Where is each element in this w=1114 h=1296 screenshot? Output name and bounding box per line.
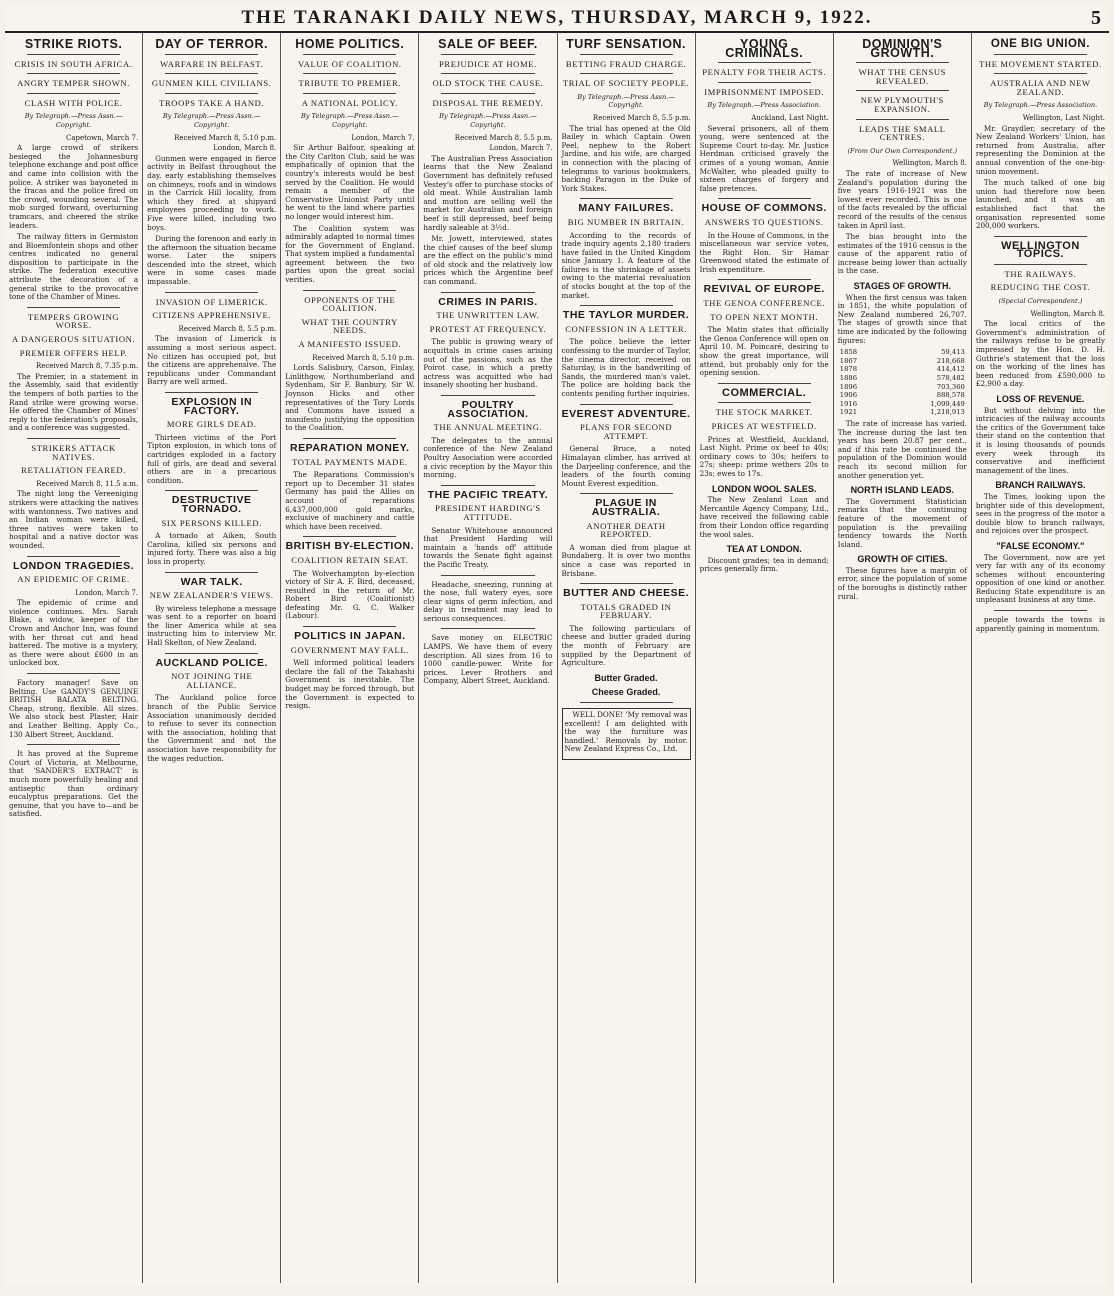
census-population: 1,218,913: [930, 408, 965, 417]
census-population: 414,412: [936, 365, 965, 374]
column-4: [419, 33, 557, 1283]
article-body: The Coalition system was admirably adapted to normal times for the Government of England. That system implied a fundamental agreement between the two parties upon the great social verities.: [285, 223, 415, 285]
article-body: When the first census was taken in 1851, the white population of New Zealand numbered 26,707. The stages of growth since that time are indicated by the following figures:: [837, 292, 967, 345]
subhead: PENALTY FOR THEIR ACTS.: [702, 67, 827, 78]
census-year: 1886: [839, 374, 858, 382]
subhead: DISPOSAL THE REMEDY.: [432, 97, 544, 108]
article-body: The rate of increase of New Zealand's population during the five years 1916-1921 was the lowest ever recorded. This is one of the facts revealed by the official record of the results of the census taken in April last.: [837, 168, 967, 230]
article-body: Several prisoners, all of them young, were sentenced at the Supreme Court to-day. Mr. Justice Herdman criticised gravely the crimes of a young woman, Annie McWalter, who pleaded guilty to sixteen charges of forgery and false pretences.: [699, 123, 829, 193]
article-body: These figures have a margin of error, since the population of some of the boroughs is distinctly rather rural.: [837, 565, 967, 601]
table-row: [838, 400, 967, 409]
census-population: 888,578: [936, 391, 965, 400]
subhead: ANOTHER DEATH REPORTED.: [586, 520, 666, 540]
article-body: The night long the Vereeniging strikers were attacking the natives with wantonness. Two natives and an Indian woman were killed, three natives were taken to hospital and a native doctor was wounded.: [9, 489, 139, 550]
census-year: 1921: [839, 408, 858, 417]
headline-butter-cheese: BUTTER AND CHEESE.: [563, 587, 689, 600]
subhead: TEMPERS GROWING WORSE.: [27, 311, 120, 331]
byline: By Telegraph.—Press Assn.—Copyright.: [439, 112, 537, 129]
byline: (Special Correspondent.): [998, 297, 1083, 306]
article-body: A woman died from plague at Bundaberg. It is over two months since a case was reported in Brisbane.: [561, 542, 691, 578]
subhead: CRISIS IN SOUTH AFRICA.: [14, 58, 133, 69]
column-6: [696, 33, 834, 1283]
article-body: The bias brought into the estimates of the 1916 census is the cause of the apparent ratio of increase being lower than actually is the case.: [837, 232, 967, 276]
subhead: BIG NUMBER IN BRITAIN.: [567, 216, 685, 227]
dateline: Received March 8, 7.35 p.m.: [35, 362, 139, 371]
dateline: Wellington, Last Night.: [1022, 113, 1105, 122]
column-2: [143, 33, 281, 1283]
article-body: A tornado at Aiken, South Carolina, killed six persons and injured forty. There was also a big loss in property.: [147, 531, 277, 566]
subhead: CONFESSION IN A LETTER.: [565, 323, 687, 334]
subhead: GOVERNMENT MAY FALL.: [290, 644, 409, 655]
subhead: THE RAILWAYS.: [1004, 268, 1077, 279]
census-year: 1878: [839, 365, 858, 374]
headline-politics-japan: POLITICS IN JAPAN.: [294, 630, 406, 643]
dateline: Wellington, March 8.: [1030, 309, 1105, 318]
dateline: London, March 7.: [489, 144, 553, 153]
subhead: CLASH WITH POLICE.: [24, 97, 123, 108]
article-body: The Government, now are yet very far with any of its economy schemes without encountering opposition of one kind or another. Reducing State expenditure is an unpleasant business at any time.: [975, 552, 1105, 605]
headline-turf-sensation: TURF SENSATION.: [566, 37, 686, 51]
subhead: STAGES OF GROWTH.: [853, 281, 951, 292]
subhead: REDUCING THE COST.: [990, 282, 1091, 293]
article-body: During the forenoon and early in the afternoon the situation became worse. Later the snipers descended into the street, which were in some cases made impassable.: [147, 234, 277, 287]
dateline: Received March 8, 5.5 p.m.: [178, 324, 277, 333]
byline: By Telegraph.—Press Assn.—Copyright.: [162, 112, 261, 129]
subhead: A NATIONAL POLICY.: [301, 97, 398, 108]
article-body: Mr. Jowett, interviewed, states the chief causes of the beef slump are the effect on the public's mind of old stock and the relatively low prices which the Argentine beef can command.: [423, 234, 553, 287]
article-body: The Times, looking upon the brighter side of this development, sees in the progress of the motor a double blow to branch railways, and rejoices over the prospect.: [975, 491, 1105, 536]
headline-reparation: REPARATION MONEY.: [290, 441, 410, 454]
headline-taylor-murder: THE TAYLOR MURDER.: [562, 309, 690, 322]
subhead: THE UNWRITTEN LAW.: [436, 310, 540, 321]
subhead: PREMIER OFFERS HELP.: [19, 347, 128, 358]
subhead: WHAT THE CENSUS REVEALED.: [858, 67, 947, 86]
subhead: BETTING FRAUD CHARGE.: [565, 58, 687, 69]
subhead: A MANIFESTO ISSUED.: [298, 339, 402, 350]
dateline: Received March 8, 5.10 p.m.: [174, 133, 277, 142]
article-body: The epidemic of crime and violence continues. Mrs. Sarah Blake, a widow, keeper of the Crown and Anchor Inn, was found with her throat cut and head battered. The motive is a mystery, as there were about £600 in an unlocked box.: [9, 598, 139, 668]
subhead: AN EPIDEMIC OF CRIME.: [17, 574, 130, 585]
headline-crimes-paris: CRIMES IN PARIS.: [438, 295, 538, 308]
dateline: Wellington, March 8.: [892, 159, 967, 168]
subhead: AUSTRALIA AND NEW ZEALAND.: [990, 78, 1091, 97]
census-population: 218,668: [936, 356, 965, 365]
article-body: A large crowd of strikers besieged the Johannesburg telephone exchange and post office and came into collision with the police. A striker was bayoneted in the fracas and the police fired on the crowd, wounding several. The mob surged forward, overturning tramcars, and cheered the strike leaders.: [9, 143, 139, 230]
article-body: Mr. Graydler, secretary of the New Zealand Workers' Union, has returned from Australia, after representing the Dominion at the annual convention of the one-big-union movement.: [975, 123, 1105, 176]
subhead: STRIKERS ATTACK NATIVES.: [31, 442, 116, 462]
subhead: THE ANNUAL MEETING.: [433, 422, 543, 433]
byline: By Telegraph.—Press Assn.—Copyright.: [577, 92, 675, 110]
subhead: MORE GIRLS DEAD.: [166, 419, 257, 430]
article-body: The invasion of Limerick is assuming a most serious aspect. No citizen has occupied pot, but the citizens are apprehensive. The republicans under Commandant Barry are well armed.: [147, 334, 277, 387]
headline-war-talk: WAR TALK.: [180, 575, 243, 588]
subhead: CITIZENS APPREHENSIVE.: [152, 310, 272, 321]
headline-many-failures: MANY FAILURES.: [578, 202, 674, 215]
census-population: 1,099,449: [930, 399, 965, 408]
article-body: The following particulars of cheese and butter graded during the month of February are supplied by the Department of Agriculture.: [561, 623, 691, 668]
subhead: PROTEST AT FREQUENCY.: [429, 323, 547, 334]
headline-tornado: DESTRUCTIVE TORNADO.: [171, 494, 252, 515]
advertisement: Save money on ELECTRIC LAMPS. We have them of every description. All sizes from 16 to 1000 candle-power. Write for prices. Lever Brothers and Company, Albert Street, Auckland.: [423, 633, 553, 686]
headline-revival-europe: REVIVAL OF EUROPE.: [703, 283, 825, 296]
column-7: [834, 33, 972, 1283]
subhead: PLANS FOR SECOND ATTEMPT.: [579, 422, 673, 441]
article-body: General Bruce, a noted Himalayan climber, has arrived at the Darjeeling conference, and the leaders of the fourth coming Mount Everest expedition.: [561, 444, 691, 488]
advertisement: Headache, sneezing, running at the nose, full watery eyes, sore clear signs of germ infection, and delay in treatment may lead to serious consequences.: [423, 579, 553, 623]
table-label: Butter Graded.: [594, 672, 658, 683]
masthead: [5, 5, 1109, 33]
census-year: 1916: [839, 399, 858, 408]
article-body: Discount grades; tea in demand; prices generally firm.: [699, 555, 829, 574]
article-body: The much talked of one big union had therefore now been launched, and it was an established fact that the organisation represented some 200,000 workers.: [975, 178, 1105, 231]
subhead: TO OPEN NEXT MONTH.: [710, 311, 819, 322]
subhead: GROWTH OF CITIES.: [857, 554, 948, 565]
subhead: RETALIATION FEARED.: [21, 465, 126, 476]
census-population: 59,413: [941, 348, 965, 357]
subhead: SIX PERSONS KILLED.: [161, 517, 262, 528]
census-population: 578,482: [936, 374, 965, 382]
census-year: 1896: [839, 382, 858, 391]
dateline: London, March 7.: [351, 133, 415, 142]
dateline: Received March 8, 11.5 a.m.: [36, 479, 139, 488]
headline-wellington-topics: WELLINGTON TOPICS.: [1001, 239, 1080, 261]
subhead: NEW PLYMOUTH'S EXPANSION.: [860, 95, 944, 114]
headline-pacific-treaty: THE PACIFIC TREATY.: [427, 488, 549, 501]
subhead: A DANGEROUS SITUATION.: [11, 334, 136, 345]
dateline: Received March 8, 5.10 p.m.: [312, 353, 415, 362]
byline: By Telegraph.—Press Association.: [983, 101, 1098, 110]
table-row: [838, 365, 967, 374]
article-body: But without delving into the intricacies of the railway accounts the critics of the Government take their stand on the contention that it is losing thousands of pounds every week through its conservative and inefficient management of the lines.: [975, 405, 1105, 475]
article-body: The Australian Press Association learns that the New Zealand Government has definitely refused Vestey's offer to purchase stocks of old meat. While Australian lamb and mutton are selling well the market for Australian and foreign beef is still depressed, beef being hardly saleable at 3½d.: [423, 153, 553, 232]
article-body: The railway fitters in Germiston and Bloemfontein shops and other centres indicated no general disposition to participate in the strike. The federation executive attribute the decoration of a general strike to the provocative tone of the Chamber of Mines.: [9, 232, 139, 302]
subhead: NEW ZEALANDER'S VIEWS.: [149, 590, 274, 601]
headline-one-big-union: ONE BIG UNION.: [990, 38, 1090, 50]
dateline: London, March 7.: [75, 588, 139, 597]
columns: [5, 33, 1109, 1283]
table-row: [838, 348, 967, 357]
article-body: The Matin states that officially the Genoa Conference will open on April 10. M. Poincaré, desiring to show the great importance, will attend, but probably only for the opening session.: [699, 325, 829, 378]
subhead: PRESIDENT HARDING'S ATTITUDE.: [435, 503, 541, 522]
subhead: LEADS THE SMALL CENTRES.: [858, 123, 946, 143]
article-body: The trial has opened at the Old Bailey in which Captain Owen Peel, nephew to the Robert Jardine, and his wife, are charged in connection with the placing of telegrams to various bookmakers, backing Paragon in the Duke of York Stakes.: [561, 123, 691, 193]
dateline: Received March 8, 5.5 p.m.: [454, 133, 553, 142]
subhead: PRICES AT WESTFIELD.: [711, 421, 817, 431]
article-body: The police believe the letter confessing to the murder of Taylor, the cinema director, received on Saturday, is in the handwriting of Sands, the murdered man's valet. The police are holding back the contents pending further inquiries.: [561, 337, 691, 398]
dateline: Capetown, March 7.: [65, 133, 139, 142]
headline-commercial: COMMERCIAL.: [722, 386, 807, 399]
subhead: WHAT THE COUNTRY NEEDS.: [301, 316, 398, 336]
subhead: THE STOCK MARKET.: [715, 407, 813, 418]
article-body: Thirteen victims of the Port Tipton explosion, in which tons of cartridges exploded in a factory full of girls, are dead and several others are in a precarious condition.: [147, 432, 277, 485]
article-body: The public is growing weary of acquittals in crime cases arising out of the passions, such as the Poirot case, in which a pretty actress was acquitted who had insanely shooting her husband.: [423, 337, 553, 390]
article-body: The Reparations Commission's report up to December 31 states Germany has paid the Allies on account of reparations 6,437,000,000 gold marks, exclusive of machinery and cattle which have been received.: [285, 470, 415, 531]
article-body: The local critics of the Government's administration of the railways refuse to be greatly impressed by the Hon. D. H. Guthrie's statement that the loss on the working of the lines has been reduced from £590,000 to £2,900 a day.: [975, 319, 1105, 389]
advertisement: Factory manager! Save on Belting. Use GANDY'S GENUINE BRITISH BALATA BELTING. Cheap, strong, flexible. All sizes. We also stock best Plaster, Hair and Leather Belting. Apply Co., 130 Albert Street, Auckland.: [9, 678, 139, 739]
article-body: In the House of Commons, in the miscellaneous war service votes, the Right Hon. Sir Hamar Greenwood stated the estimate of Irish expenditure.: [699, 230, 829, 274]
byline: By Telegraph.—Press Association.: [707, 101, 821, 110]
byline: (From Our Own Correspondent.): [847, 146, 958, 155]
headline-plague: PLAGUE IN AUSTRALIA.: [591, 497, 661, 518]
headline-day-of-terror: DAY OF TERROR.: [155, 37, 268, 51]
byline: By Telegraph.—Press Assn.—Copyright.: [300, 112, 399, 129]
census-table: [838, 348, 967, 417]
headline-dominions-growth: DOMINION'S GROWTH.: [862, 37, 943, 60]
subhead: THE GENOA CONFERENCE.: [703, 298, 826, 309]
byline: By Telegraph.—Press Assn.—Copyright.: [24, 112, 123, 129]
subhead: OPPONENTS OF THE COALITION.: [304, 294, 396, 314]
subhead: "FALSE ECONOMY.": [996, 540, 1085, 551]
masthead-title: THE TARANAKI DAILY NEWS, THURSDAY, MARCH 9, 1922.: [241, 7, 873, 28]
article-body: The Premier, in a statement in the Assembly, said that evidently the tempers of both parties to the Rand strike were growing worse. He offered the Chamber of Mines' reply to the federation's proposals, and a conference was suggested.: [9, 371, 139, 433]
subhead: INVASION OF LIMERICK.: [155, 296, 268, 307]
headline-auckland-police: AUCKLAND POLICE.: [155, 656, 268, 669]
headline-sale-of-beef: SALE OF BEEF.: [438, 37, 538, 51]
census-year: 1858: [839, 348, 858, 357]
census-population: 703,360: [936, 382, 965, 391]
subhead: TEA AT LONDON.: [726, 544, 802, 555]
advertisement-box: [562, 708, 691, 760]
headline-everest: EVEREST ADVENTURE.: [561, 407, 691, 420]
table-row: [838, 374, 967, 383]
subhead: COALITION RETAIN SEAT.: [291, 554, 409, 565]
subhead: THE MOVEMENT STARTED.: [979, 58, 1102, 69]
subhead: NOT JOINING THE ALLIANCE.: [171, 671, 253, 690]
subhead: LONDON WOOL SALES.: [712, 483, 817, 494]
census-year: 1867: [839, 356, 858, 365]
article-body: Prices at Westfield, Auckland, Last Night. Prime ox beef to 40s; ordinary cows to 30s; heifers to 27s; sheep: prime wethers 20s to 23s; ewes to 17s.: [699, 434, 829, 478]
article-body: Well informed political leaders declare the fall of the Takahashi Government is inevitable. The budget may be forced through, but the Government is expected to resign.: [285, 658, 415, 711]
advertisement: It has proved at the Supreme Court of Victoria, at Melbourne, that 'SANDER'S EXTRACT' is much more powerfully healing and antiseptic than ordinary eucalyptus preparations. Get the genuine, that you have to—and be satisfied.: [9, 749, 139, 819]
article-body: By wireless telephone a message was sent to a reporter on board the liner America while at sea instructing him to interview Mr. Hall Skelton, of New Zealand.: [147, 603, 277, 648]
dateline: Auckland, Last Night.: [751, 113, 829, 122]
subhead: TROOPS TAKE A HAND.: [159, 97, 265, 108]
dateline: Received March 8, 5.5 p.m.: [592, 113, 691, 122]
headline-house-of-commons: HOUSE OF COMMONS.: [701, 202, 827, 215]
subhead: IMPRISONMENT IMPOSED.: [704, 86, 825, 97]
article-body: The Government Statistician remarks that the continuing feature of the movement of population is the prevailing tendency towards the North Island.: [837, 496, 967, 549]
column-3: [281, 33, 419, 1283]
column-8: [972, 33, 1109, 1283]
newspaper-page: [5, 5, 1109, 1286]
headline-home-politics: HOME POLITICS.: [295, 37, 405, 51]
census-year: 1906: [839, 391, 858, 400]
article-body: The Auckland police force branch of the Public Service Association unanimously decided to refuse to sever its connection with the association, holding that the Government and not the association have responsibility for the wages reduction.: [147, 693, 277, 763]
advertisement: WELL DONE! 'My removal was excellent! I am delighted with the way the furniture was handled.' Removals by motor. New Zealand Express Co., Ltd.: [564, 710, 688, 754]
headline-london-tragedies: LONDON TRAGEDIES.: [13, 559, 135, 572]
subhead: TOTAL PAYMENTS MADE.: [292, 456, 408, 467]
article-body: The delegates to the annual conference of the New Zealand Poultry Association were accorded a civic reception by the Mayor this morning.: [423, 435, 553, 480]
subhead: OLD STOCK THE CAUSE.: [432, 78, 544, 89]
table-row: [838, 357, 967, 366]
subhead: GUNMEN KILL CIVILIANS.: [151, 78, 272, 89]
table-label: Cheese Graded.: [591, 687, 661, 698]
headline-explosion: EXPLOSION IN FACTORY.: [171, 396, 253, 417]
column-5: [558, 33, 696, 1283]
article-body: Sir Arthur Balfour, speaking at the City Carlton Club, said he was emphatically of opinion that the country's interests would be best served by the Coalition. He would remain a member of the Conservative Unionist Party until he went to the land where parties no longer would interest him.: [285, 143, 415, 221]
subhead: ANSWERS TO QUESTIONS.: [704, 216, 824, 227]
article-body: The Wolverhampton by-election victory of Sir A. F. Bird, deceased, resulted in the return of Mr. Robert Bird (Coalitionist) defeating Mr. G. C. Walker (Labour).: [285, 568, 415, 621]
column-1: [5, 33, 143, 1283]
article-body: Senator Whitehouse announced that President Harding will maintain a 'hands off' attitude towards the Senate fight against the Pacific Treaty.: [423, 525, 553, 569]
headline-strike-riots: STRIKE RIOTS.: [24, 37, 123, 51]
table-row: [838, 408, 967, 417]
headline-by-election: BRITISH BY-ELECTION.: [285, 540, 415, 553]
subhead: ANGRY TEMPER SHOWN.: [17, 78, 130, 89]
subhead: TRIBUTE TO PREMIER.: [298, 78, 402, 89]
dateline: London, March 8.: [213, 144, 277, 153]
subhead: TRIAL OF SOCIETY PEOPLE.: [562, 78, 690, 89]
article-body: According to the records of trade inquiry agents 2,180 traders have failed in the United Kingdom since January 1. A feature of the failures is the shrinkage of assets owing to the material revaluation of stocks bought at the top of the market.: [561, 230, 691, 300]
table-row: [838, 391, 967, 400]
subhead: NORTH ISLAND LEADS.: [850, 485, 955, 496]
subhead: PREJUDICE AT HOME.: [439, 58, 537, 69]
subhead: VALUE OF COALITION.: [298, 58, 402, 69]
subhead: TOTALS GRADED IN FEBRUARY.: [580, 601, 672, 621]
article-body: Lords Salisbury, Carson, Finlay, Linlithgow, Northumberland and Sydenham, Sir F. Banbury, Sir W. Joynson Hicks and other representatives of the Tory Lords and Commons have issued a manifesto justifying the opposition to the Coalition.: [285, 363, 415, 433]
page-number: 5: [1091, 6, 1101, 29]
article-body: Gunmen were engaged in fierce activity in Belfast throughout the day, early establishing themselves on chimneys, roofs and in windows in the Carrick Hill locality, from which they fired at shipyard employees proceeding to work. Five were killed, including two boys.: [147, 153, 277, 232]
headline-young-criminals: YOUNG CRIMINALS.: [725, 37, 804, 60]
article-body: The rate of increase has varied. The increase during the last ten years has been 20.87 per cent., and if this rate be continued the population of the Dominion would reach its second million for another generation yet.: [837, 418, 967, 480]
table-row: [838, 383, 967, 392]
article-body: people towards the towns is apparently gaining in momentum.: [975, 615, 1105, 633]
subhead: LOSS OF REVENUE.: [996, 394, 1085, 404]
subhead: WARFARE IN BELFAST.: [160, 58, 264, 69]
article-body: The New Zealand Loan and Mercantile Agency Company, Ltd., have received the following cable from their London office regarding the wool sales.: [699, 495, 829, 539]
headline-poultry: POULTRY ASSOCIATION.: [447, 399, 529, 420]
subhead: BRANCH RAILWAYS.: [995, 480, 1086, 491]
